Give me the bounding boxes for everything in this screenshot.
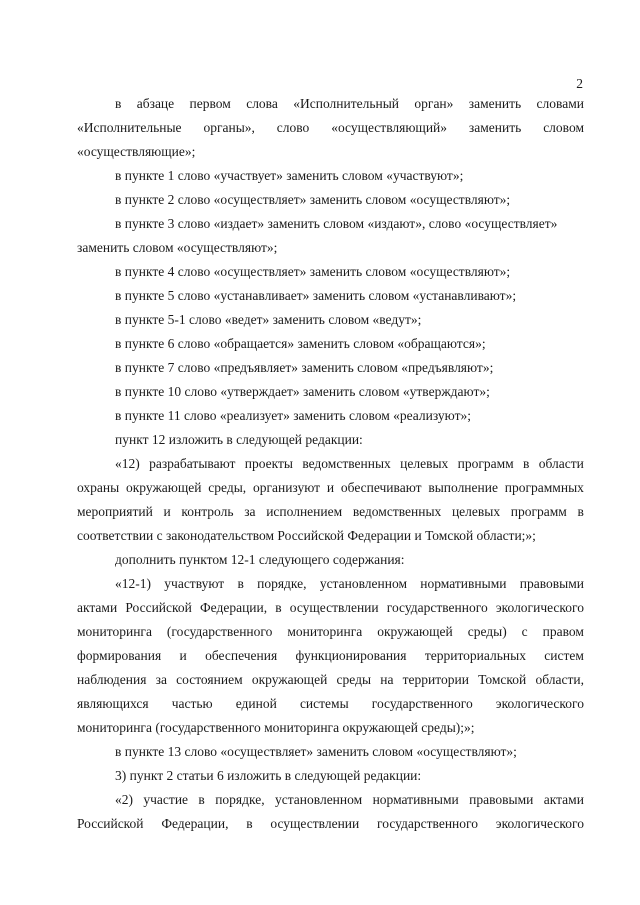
text-line: соответствии с законодательством Российской Федерации и Томской области;»; xyxy=(77,528,536,543)
word: функционирования xyxy=(295,648,407,663)
paragraph xyxy=(77,788,584,836)
word: в xyxy=(246,816,253,831)
text-line: в пункте 4 слово «осуществляет» заменить словом «осуществляют»; xyxy=(115,264,511,279)
word: программ xyxy=(457,456,514,471)
paragraph xyxy=(77,92,584,164)
document-body xyxy=(77,92,584,836)
word: в xyxy=(237,576,244,591)
text-line: в пункте 10 слово «утверждает» заменить словом «утверждают»; xyxy=(115,384,490,399)
word: программных xyxy=(504,480,584,495)
word: мониторинга xyxy=(287,624,363,639)
word: осуществлении xyxy=(270,816,360,831)
text-line xyxy=(77,596,584,620)
paragraph xyxy=(77,212,584,260)
word: в xyxy=(577,504,584,519)
word: программ xyxy=(510,504,567,519)
word: актами xyxy=(543,792,584,807)
paragraph xyxy=(77,452,584,548)
word: государственного xyxy=(377,816,478,831)
text-line xyxy=(77,620,584,644)
word: участие xyxy=(143,792,189,807)
word: участвуют xyxy=(164,576,225,591)
word: Федерации, xyxy=(199,600,268,615)
text-line: «осуществляющие»; xyxy=(77,144,196,159)
paragraph xyxy=(77,764,584,788)
word: первом xyxy=(189,96,231,111)
text-line xyxy=(77,476,584,500)
text-line: в пункте 13 слово «осуществляет» заменить словом «осуществляют»; xyxy=(115,744,517,759)
text-line xyxy=(77,668,584,692)
word: Российской xyxy=(125,600,192,615)
word: «12) xyxy=(115,456,140,471)
word: правовыми xyxy=(519,576,584,591)
word: территории xyxy=(402,672,469,687)
word: актами xyxy=(77,600,118,615)
word: нормативными xyxy=(420,576,507,591)
text-line: 3) пункт 2 статьи 6 изложить в следующей редакции: xyxy=(115,768,422,783)
word: установленном xyxy=(319,576,407,591)
paragraph xyxy=(77,572,584,740)
text-line xyxy=(77,812,584,836)
word: порядке, xyxy=(257,576,307,591)
text-line xyxy=(77,452,584,476)
word: территориальных xyxy=(424,648,526,663)
word: целевых xyxy=(400,456,449,471)
word: «Исполнительные xyxy=(77,120,182,135)
word: организуют xyxy=(252,480,321,495)
word: охраны xyxy=(77,480,120,495)
word: установленном xyxy=(274,792,363,807)
word: системы xyxy=(299,696,349,711)
word: экологического xyxy=(495,600,584,615)
word: являющихся xyxy=(77,696,149,711)
word: органы», xyxy=(203,120,255,135)
paragraph xyxy=(77,740,584,764)
word: целевых xyxy=(451,504,501,519)
word: орган» xyxy=(414,96,454,111)
word: обеспечивают xyxy=(340,480,422,495)
paragraph xyxy=(77,356,584,380)
word: «12-1) xyxy=(115,576,151,591)
word: области xyxy=(538,456,584,471)
paragraph xyxy=(77,428,584,452)
word: формирования xyxy=(77,648,162,663)
word: контроль xyxy=(181,504,234,519)
word: «2) xyxy=(115,792,133,807)
word: за xyxy=(244,504,256,519)
word: «осуществляющий» xyxy=(331,120,448,135)
word: обеспечения xyxy=(205,648,278,663)
paragraph xyxy=(77,548,584,572)
text-line: в пункте 3 слово «издает» заменить словом «издают», слово «осуществляет» xyxy=(115,216,558,231)
word: и xyxy=(163,504,171,519)
word: мониторинга xyxy=(77,624,152,639)
word: (государственного xyxy=(166,624,273,639)
word: словом xyxy=(543,120,584,135)
text-line xyxy=(77,92,584,116)
word: экологического xyxy=(495,696,584,711)
word: в xyxy=(275,600,282,615)
word: экологического xyxy=(495,816,584,831)
word: проекты xyxy=(244,456,293,471)
text-line: в пункте 6 слово «обращается» заменить словом «обращаются»; xyxy=(115,336,486,351)
word: в xyxy=(523,456,530,471)
word: на xyxy=(380,672,394,687)
word: окружающей xyxy=(377,624,453,639)
word: систем xyxy=(544,648,584,663)
paragraph xyxy=(77,404,584,428)
text-line: в пункте 5 слово «устанавливает» заменить словом «устанавливают»; xyxy=(115,288,517,303)
word: окружающей xyxy=(126,480,202,495)
word: ведомственных xyxy=(352,504,442,519)
word: наблюдения xyxy=(77,672,147,687)
word: правовыми xyxy=(469,792,534,807)
paragraph xyxy=(77,332,584,356)
word: единой xyxy=(235,696,277,711)
word: окружающей xyxy=(251,672,328,687)
word: Российской xyxy=(77,816,144,831)
paragraph xyxy=(77,380,584,404)
word: в xyxy=(198,792,205,807)
paragraph xyxy=(77,284,584,308)
text-line: мониторинга (государственного мониторинга окружающей среды);»; xyxy=(77,720,475,735)
word: правом xyxy=(542,624,584,639)
word: «Исполнительный xyxy=(293,96,400,111)
word: разрабатывают xyxy=(149,456,236,471)
page-number: 2 xyxy=(576,76,583,91)
word: слово xyxy=(276,120,310,135)
text-line xyxy=(77,788,584,812)
paragraph xyxy=(77,164,584,188)
word: заменить xyxy=(468,96,522,111)
text-line xyxy=(77,644,584,668)
word: нормативными xyxy=(372,792,459,807)
text-line: пункт 12 изложить в следующей редакции: xyxy=(115,432,363,447)
text-line: заменить словом «осуществляют»; xyxy=(77,240,278,255)
word: государственного xyxy=(386,600,488,615)
word: частью xyxy=(171,696,213,711)
paragraph xyxy=(77,260,584,284)
word: Томской xyxy=(478,672,527,687)
text-line xyxy=(77,572,584,596)
paragraph xyxy=(77,308,584,332)
word: мероприятий xyxy=(77,504,153,519)
text-line: в пункте 1 слово «участвует» заменить словом «участвуют»; xyxy=(115,168,464,183)
word: области, xyxy=(535,672,584,687)
word: словами xyxy=(536,96,584,111)
word: Федерации, xyxy=(161,816,229,831)
word: абзаце xyxy=(136,96,175,111)
word: с xyxy=(521,624,528,639)
word: и xyxy=(179,648,187,663)
word: ведомственных xyxy=(302,456,391,471)
word: среды xyxy=(336,672,372,687)
word: состоянием xyxy=(176,672,243,687)
word: слова xyxy=(246,96,278,111)
text-line: в пункте 7 слово «предъявляет» заменить словом «предъявляют»; xyxy=(115,360,494,375)
word: за xyxy=(155,672,167,687)
text-line: в пункте 2 слово «осуществляет» заменить словом «осуществляют»; xyxy=(115,192,511,207)
word: осуществлении xyxy=(289,600,379,615)
word: и xyxy=(326,480,335,495)
word: выполнение xyxy=(428,480,498,495)
word: в xyxy=(115,96,122,111)
text-line xyxy=(77,116,584,140)
text-line: в пункте 5-1 слово «ведет» заменить словом «ведут»; xyxy=(115,312,422,327)
word: среды) xyxy=(467,624,507,639)
word: государственного xyxy=(371,696,473,711)
word: исполнением xyxy=(266,504,343,519)
text-line xyxy=(77,692,584,716)
text-line: дополнить пунктом 12-1 следующего содержания: xyxy=(115,552,405,567)
word: среды, xyxy=(208,480,247,495)
text-line xyxy=(77,500,584,524)
word: порядке, xyxy=(215,792,265,807)
word: заменить xyxy=(468,120,522,135)
text-line: в пункте 11 слово «реализует» заменить словом «реализуют»; xyxy=(115,408,471,423)
paragraph xyxy=(77,188,584,212)
